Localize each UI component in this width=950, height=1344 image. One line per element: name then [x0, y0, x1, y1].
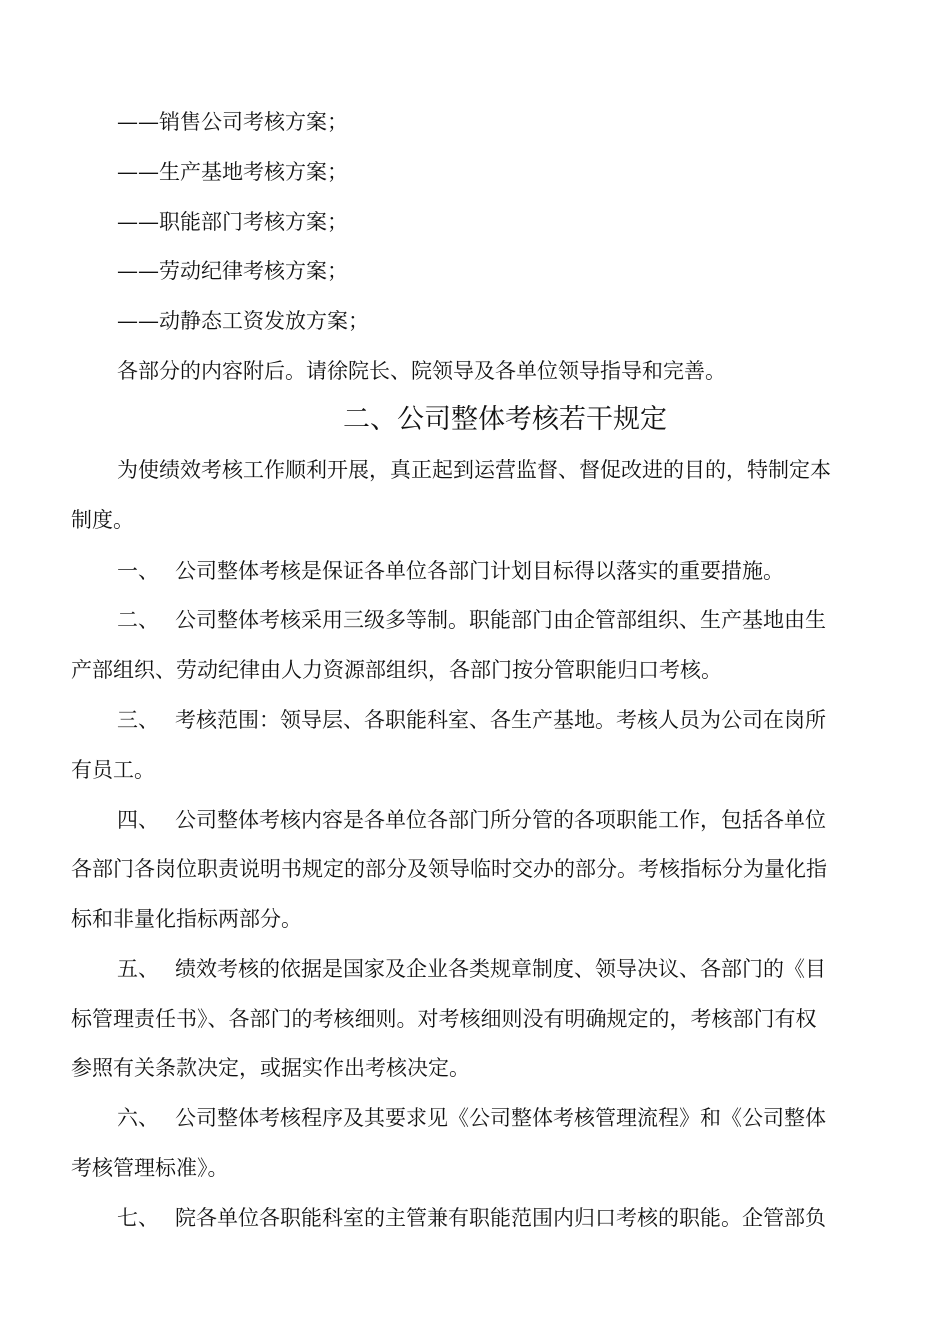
- clause-number: 六、: [117, 1106, 159, 1130]
- preface-line: 制度。: [71, 508, 134, 532]
- clause-number: 三、: [117, 708, 159, 732]
- clause-text: 参照有关条款决定，或据实作出考核决定。: [71, 1056, 470, 1080]
- clause-text: 标管理责任书》、各部门的考核细则。对考核细则没有明确规定的，考核部门有权: [71, 1007, 817, 1031]
- clause-number: 五、: [117, 957, 159, 981]
- clause-text: 公司整体考核内容是各单位各部门所分管的各项职能工作，包括各单位: [175, 808, 826, 832]
- clause-6: [117, 1104, 826, 1132]
- intro-note: 各部分的内容附后。请徐院长、院领导及各单位领导指导和完善。: [117, 359, 726, 383]
- clause-2: [117, 606, 826, 634]
- clause-text: 有员工。: [71, 758, 155, 782]
- clause-text: 标和非量化指标两部分。: [71, 907, 302, 931]
- clause-text: 绩效考核的依据是国家及企业各类规章制度、领导决议、各部门的《目: [175, 957, 826, 981]
- list-item: ——动静态工资发放方案；: [117, 309, 369, 333]
- clause-3: [117, 706, 826, 734]
- clause-number: 一、: [117, 559, 159, 583]
- clause-text: 产部组织、劳动纪律由人力资源部组织，各部门按分管职能归口考核。: [71, 658, 722, 682]
- clause-number: 七、: [117, 1206, 159, 1230]
- clause-text: 考核管理标准》。: [71, 1156, 229, 1180]
- section-title: 二、公司整体考核若干规定: [343, 404, 667, 435]
- clause-text: 公司整体考核程序及其要求见《公司整体考核管理流程》和《公司整体: [175, 1106, 826, 1130]
- clause-text: 各部门各岗位职责说明书规定的部分及领导临时交办的部分。考核指标分为量化指: [71, 857, 827, 881]
- preface-line: 为使绩效考核工作顺利开展，真正起到运营监督、督促改进的目的，特制定本: [117, 458, 831, 482]
- list-item: ——职能部门考核方案；: [117, 210, 348, 234]
- clause-5: [117, 955, 826, 983]
- clause-number: 二、: [117, 608, 159, 632]
- list-item: ——销售公司考核方案；: [117, 110, 348, 134]
- clause-text: 院各单位各职能科室的主管兼有职能范围内归口考核的职能。企管部负: [175, 1206, 826, 1230]
- clause-text: 公司整体考核是保证各单位各部门计划目标得以落实的重要措施。: [175, 559, 784, 583]
- list-item: ——生产基地考核方案；: [117, 160, 348, 184]
- clause-4: [117, 806, 826, 834]
- clause-text: 考核范围：领导层、各职能科室、各生产基地。考核人员为公司在岗所: [175, 708, 826, 732]
- clause-1: [117, 557, 784, 585]
- clause-7: [117, 1204, 826, 1232]
- clause-text: 公司整体考核采用三级多等制。职能部门由企管部组织、生产基地由生: [175, 608, 826, 632]
- list-item: ——劳动纪律考核方案；: [117, 259, 348, 283]
- clause-number: 四、: [117, 808, 159, 832]
